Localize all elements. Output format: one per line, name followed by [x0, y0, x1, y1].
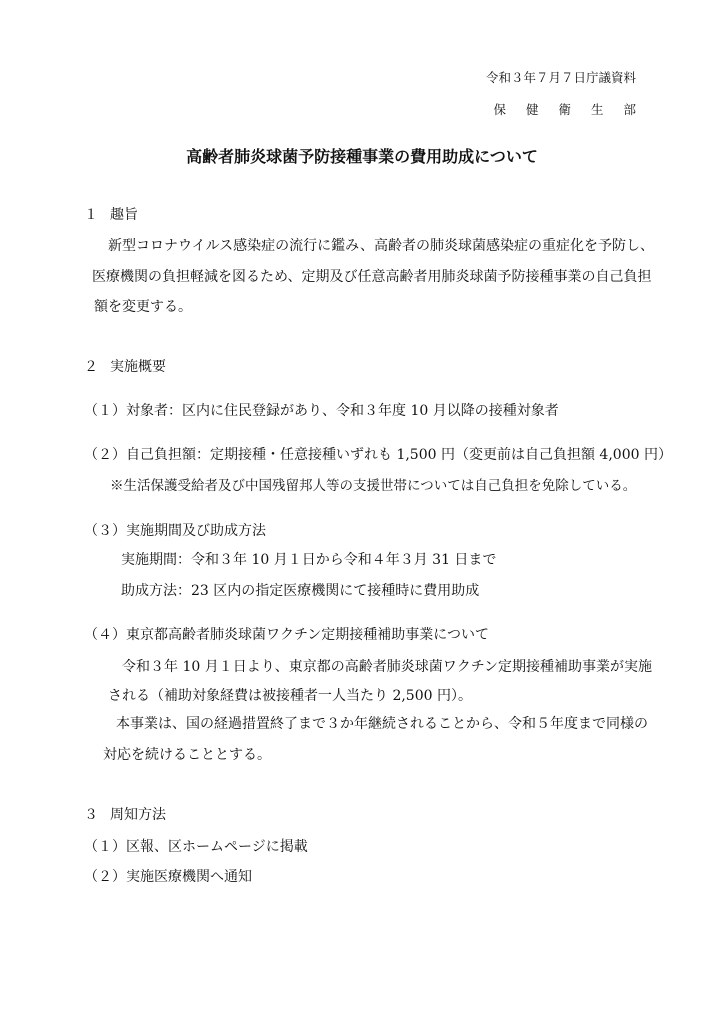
section3-heading-text: 周知方法: [110, 807, 166, 823]
section1-line-3: 額を変更する。: [94, 299, 192, 315]
section3-number: ３: [84, 807, 98, 823]
section2-item3: （３）実施期間及び助成方法: [84, 523, 266, 539]
section1-heading: [84, 208, 138, 222]
section2-heading-text: 実施概要: [110, 359, 166, 375]
section2-item4: （４）東京都高齢者肺炎球菌ワクチン定期接種補助事業について: [84, 627, 490, 643]
section2-item3-method: 助成方法：23 区内の指定医療機関にて接種時に費用助成: [121, 583, 480, 599]
header-department: 保健衛生部: [493, 102, 656, 117]
header-date-line: 令和３年７月７日庁議資料: [485, 70, 636, 85]
section2-item1: （１）対象者：区内に住民登録があり、令和３年度 10 月以降の接種対象者: [84, 403, 559, 419]
section2-item4-line-3: 本事業は、国の経過措置終了まで３か年継続されることから、令和５年度まで同様の: [116, 716, 648, 732]
section2-item2-note: ※生活保護受給者及び中国残留邦人等の支援世帯については自己負担を免除している。: [110, 478, 637, 494]
section2-item4-line-1: 令和３年 10 月１日より、東京都の高齢者肺炎球菌ワクチン定期接種補助事業が実施: [122, 659, 653, 675]
section2-item2: （２）自己負担額：定期接種・任意接種いずれも 1,500 円（変更前は自己負担額 4,000 円）: [84, 447, 672, 463]
section3-heading: [84, 808, 166, 822]
section1-line-2: 医療機関の負担軽減を図るため、定期及び任意高齢者用肺炎球菌予防接種事業の自己負担: [92, 269, 652, 285]
section2-item4-line-2: される（補助対象経費は被接種者一人当たり 2,500 円）。: [108, 688, 472, 704]
section2-number: ２: [84, 359, 98, 375]
section2-item4-line-4: 対応を続けることとする。: [103, 747, 271, 763]
section2-item3-period: 実施期間：令和３年 10 月１日から令和４年３月 31 日まで: [121, 552, 497, 568]
section1-line-1: 新型コロナウイルス感染症の流行に鑑み、高齢者の肺炎球菌感染症の重症化を予防し、: [108, 238, 654, 254]
section3-item1: （１）区報、区ホームページに掲載: [84, 839, 308, 855]
section1-heading-text: 趣旨: [110, 207, 138, 223]
section1-number: １: [84, 207, 98, 223]
section3-item2: （２）実施医療機関へ通知: [84, 869, 252, 885]
document-title: 高齢者肺炎球菌予防接種事業の費用助成について: [186, 147, 538, 166]
section2-heading: [84, 360, 166, 374]
